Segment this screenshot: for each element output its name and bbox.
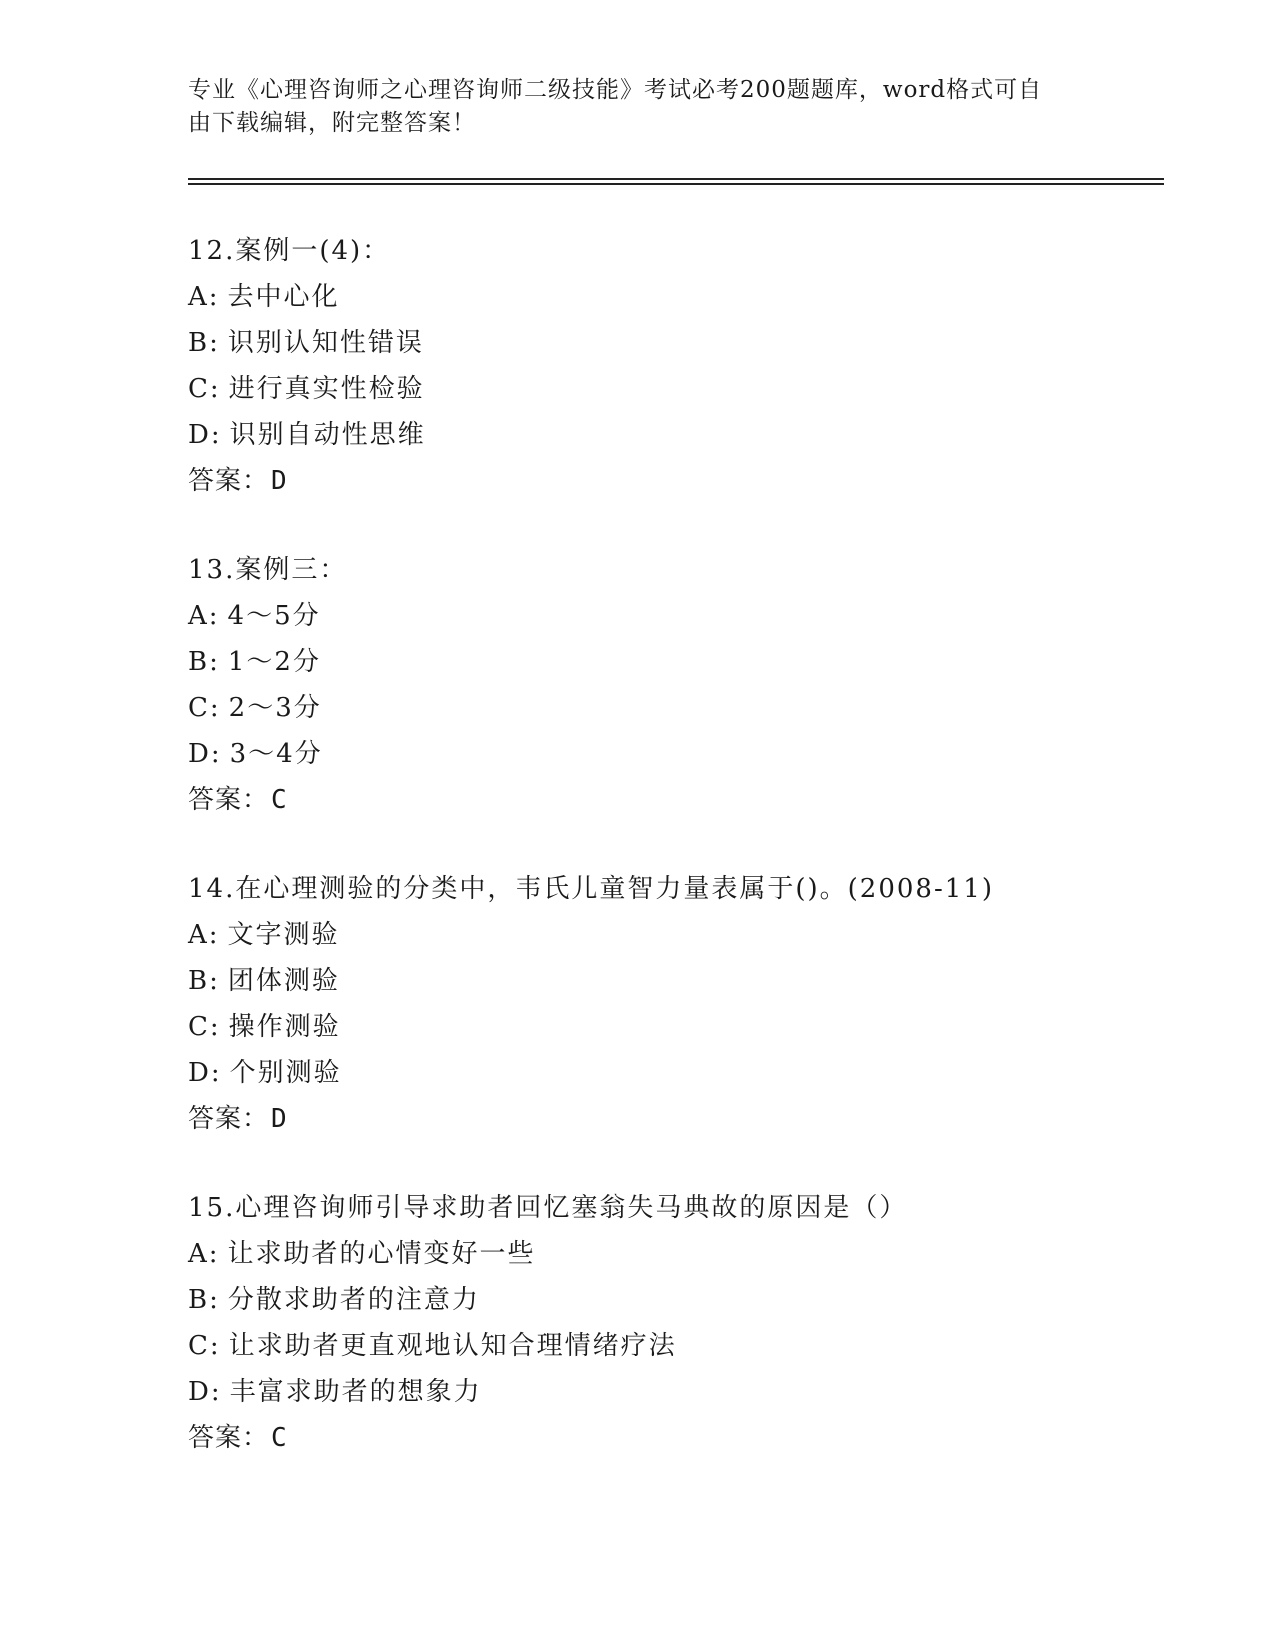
option-text: 识别认知性错误 — [227, 328, 424, 358]
option-text: 个别测验 — [229, 1058, 342, 1088]
option-d — [188, 731, 1148, 777]
answer-value: C — [271, 785, 288, 815]
answer-label: 答案： — [188, 466, 270, 496]
answer-value: C — [271, 1423, 288, 1453]
option-d — [188, 412, 1148, 458]
option-letter: D: — [188, 1377, 222, 1407]
option-letter: D: — [188, 1058, 222, 1088]
option-letter: C: — [188, 1012, 221, 1042]
answer-line — [188, 1415, 1148, 1461]
option-letter: A: — [188, 282, 220, 312]
question-title: 12.案例一(4)： — [188, 236, 391, 266]
option-letter: B: — [188, 647, 220, 677]
option-c — [188, 366, 1148, 412]
option-b — [188, 639, 1148, 685]
option-text: 丰富求助者的想象力 — [229, 1377, 482, 1407]
option-text: 操作测验 — [228, 1012, 341, 1042]
option-a — [188, 1231, 1148, 1277]
question-block — [188, 547, 1148, 823]
option-c — [188, 1004, 1148, 1050]
option-text: 让求助者的心情变好一些 — [227, 1239, 536, 1269]
option-c — [188, 1323, 1148, 1369]
option-letter: C: — [188, 1331, 221, 1361]
option-c — [188, 685, 1148, 731]
header-line-2: 由下载编辑，附完整答案！ — [188, 110, 476, 136]
option-a — [188, 912, 1148, 958]
option-letter: C: — [188, 693, 221, 723]
option-text: 4～5分 — [227, 601, 321, 631]
option-b — [188, 958, 1148, 1004]
answer-label: 答案： — [188, 1423, 270, 1453]
question-block — [188, 1185, 1148, 1461]
option-text: 分散求助者的注意力 — [227, 1285, 480, 1315]
header-divider-top — [188, 178, 1164, 180]
option-letter: A: — [188, 1239, 220, 1269]
option-text: 去中心化 — [227, 282, 340, 312]
option-letter: B: — [188, 966, 220, 996]
question-title: 13.案例三： — [188, 555, 348, 585]
answer-label: 答案： — [188, 785, 270, 815]
option-b — [188, 320, 1148, 366]
question-block — [188, 228, 1148, 504]
header-divider-bottom — [188, 183, 1164, 185]
option-a — [188, 274, 1148, 320]
question-block — [188, 866, 1148, 1142]
option-text: 识别自动性思维 — [229, 420, 426, 450]
answer-value: D — [271, 1104, 288, 1134]
header-line-1: 专业《心理咨询师之心理咨询师二级技能》考试必考200题题库，word格式可自 — [188, 77, 1043, 103]
option-b — [188, 1277, 1148, 1323]
option-letter: A: — [188, 920, 220, 950]
answer-line — [188, 1096, 1148, 1142]
answer-value: D — [271, 466, 288, 496]
option-letter: B: — [188, 1285, 220, 1315]
answer-line — [188, 777, 1148, 823]
option-text: 让求助者更直观地认知合理情绪疗法 — [228, 1331, 677, 1361]
option-text: 进行真实性检验 — [228, 374, 425, 404]
option-d — [188, 1050, 1148, 1096]
option-a — [188, 593, 1148, 639]
question-title: 14.在心理测验的分类中，韦氏儿童智力量表属于()。(2008-11) — [188, 874, 994, 904]
option-text: 3～4分 — [229, 739, 323, 769]
option-text: 1～2分 — [227, 647, 321, 677]
option-text: 团体测验 — [227, 966, 340, 996]
answer-line — [188, 458, 1148, 504]
option-letter: A: — [188, 601, 220, 631]
option-d — [188, 1369, 1148, 1415]
option-letter: D: — [188, 739, 222, 769]
document-header — [188, 74, 1068, 140]
option-letter: B: — [188, 328, 220, 358]
option-letter: C: — [188, 374, 221, 404]
option-text: 文字测验 — [227, 920, 340, 950]
question-title: 15.心理咨询师引导求助者回忆塞翁失马典故的原因是（） — [188, 1193, 908, 1223]
option-text: 2～3分 — [228, 693, 322, 723]
option-letter: D: — [188, 420, 222, 450]
answer-label: 答案： — [188, 1104, 270, 1134]
